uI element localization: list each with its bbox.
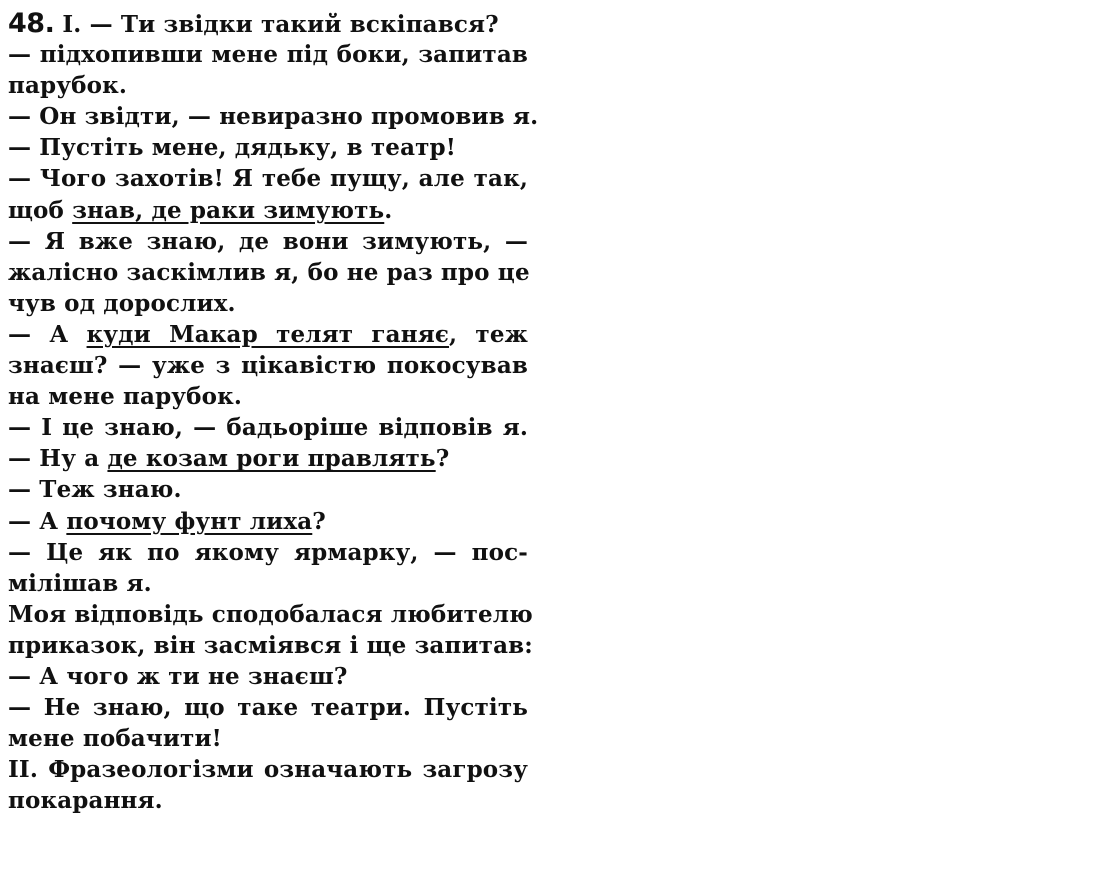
text-line-content: — А: [8, 507, 67, 535]
text-line-content: — Ну а: [8, 445, 108, 473]
text-line-content: — А: [8, 320, 87, 348]
text-line: Моя відповідь сподобалася любителю: [8, 600, 533, 628]
text-line: [8, 506, 548, 537]
text-line: приказок, він засміявся і ще запитав:: [8, 631, 533, 659]
underlined-phraseologism: куди Макар телят ганяє: [86, 320, 450, 348]
text-line: — підхопивши мене під боки, запитав: [8, 41, 528, 69]
underlined-phraseologism: знав, де раки зимують: [72, 196, 385, 224]
text-line: [8, 8, 548, 39]
text-line: — І це знаю, — бадьоріше відповів я.: [8, 414, 528, 442]
text-line: [8, 195, 548, 226]
part-label: I.: [62, 11, 82, 38]
text-line: чув од дорослих.: [8, 289, 236, 317]
exercise-48-answer: [8, 8, 548, 816]
text-line-content: .: [384, 196, 393, 224]
text-line: — Не знаю, що таке театри. Пустіть: [8, 694, 528, 722]
text-line: — Он звідти, — невиразно промовив я.: [8, 103, 539, 131]
text-line: жалісно заскімлив я, бо не раз про це: [8, 258, 530, 286]
text-line-content: ?: [435, 445, 450, 473]
underlined-phraseologism: почому фунт лиха: [66, 507, 313, 535]
text-line-content: — Ти звідки такий вскіпався?: [81, 11, 499, 38]
text-line: — А чого ж ти не знаєш?: [8, 662, 348, 690]
underlined-phraseologism: де козам роги правлять: [107, 445, 436, 473]
text-line-content: , теж: [449, 320, 528, 348]
text-line: [8, 443, 548, 474]
text-line: — Пустіть мене, дядьку, в театр!: [8, 134, 457, 162]
text-line: мене побачити!: [8, 725, 222, 753]
text-line: — Я вже знаю, де вони зимують, —: [8, 227, 528, 255]
text-line: — Чого захотів! Я тебе пущу, але так,: [8, 165, 528, 193]
text-line: [8, 319, 528, 350]
text-line: парубок.: [8, 72, 128, 100]
text-line: [8, 754, 528, 785]
text-line-content: щоб: [8, 196, 73, 224]
text-line: мілішав я.: [8, 569, 152, 597]
text-line: — Теж знаю.: [8, 476, 182, 504]
text-line: знаєш? — уже з цікавістю покосував: [8, 352, 528, 380]
exercise-number: 48.: [8, 8, 55, 39]
text-line-content: Фразеологізми означають загрозу: [37, 756, 528, 784]
text-line: на мене парубок.: [8, 383, 243, 411]
part-label: II.: [8, 756, 38, 784]
text-line-content: ?: [312, 507, 326, 535]
text-line: — Це як по якому ярмарку, — пос-: [8, 538, 528, 566]
text-line: покарання.: [8, 787, 163, 815]
